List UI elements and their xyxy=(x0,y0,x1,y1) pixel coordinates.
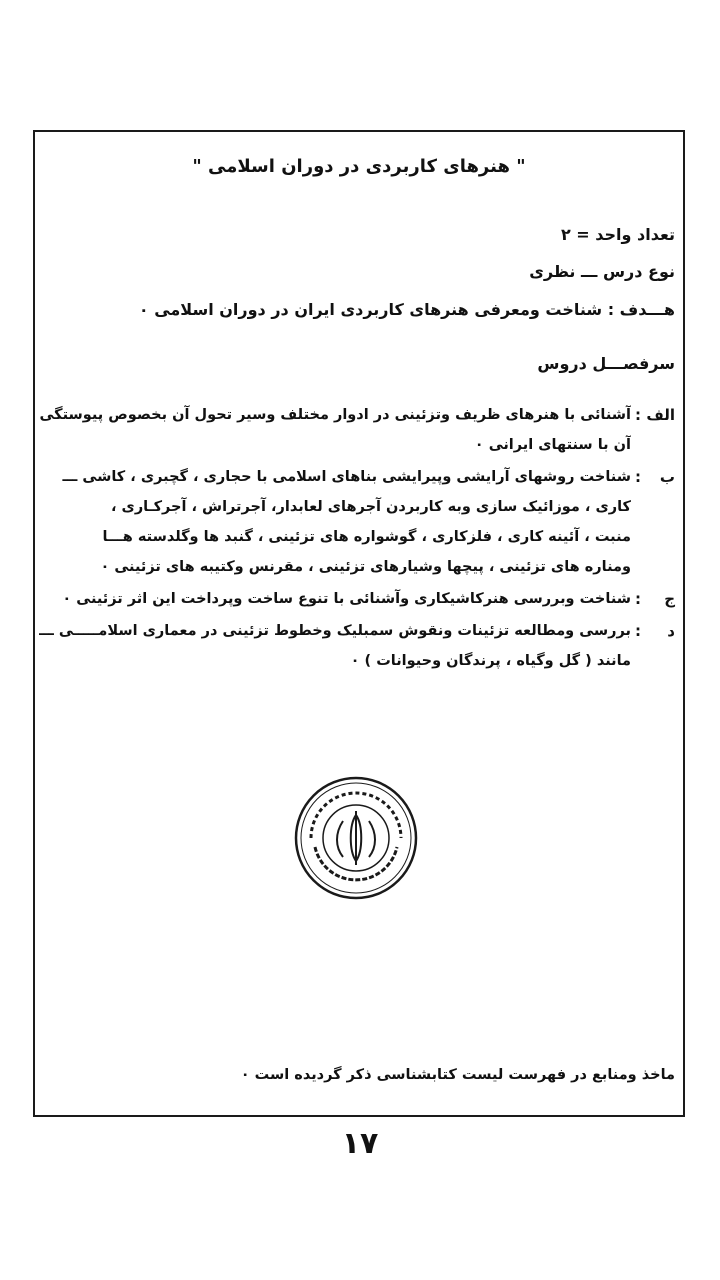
document-title: " هنرهای کاربردی در دوران اسلامی " xyxy=(192,156,526,177)
emblem-icon xyxy=(337,811,375,865)
item-line: آشنائی با هنرهای ظریف وتزئینی در ادوار مختلف وسیر تحول آن بخصوص پیوستگی xyxy=(39,407,631,423)
list-item xyxy=(49,584,675,614)
units-field: تعداد واحد = ۲ xyxy=(560,225,675,244)
item-text xyxy=(49,584,631,614)
goal-field: هـــدف : شناخت ومعرفی هنرهای کاربردی ایران در دوران اسلامی ٠ xyxy=(138,300,675,319)
item-line: آن با سنتهای ایرانی ٠ xyxy=(474,437,631,453)
item-line: بررسی ومطالعه تزئینات ونقوش سمبلیک وخطوط تزئینی در معماری اسلامـــــی ـــ xyxy=(39,623,631,639)
item-text xyxy=(40,400,631,460)
item-line: مانند ( گل وگیاه ، پرندگان وحیوانات ) ٠ xyxy=(350,653,631,669)
item-letter: د xyxy=(667,622,675,640)
page-number: ۱۷ xyxy=(341,1126,379,1161)
item-colon: : xyxy=(635,468,641,486)
list-item xyxy=(49,462,675,582)
item-colon: : xyxy=(635,622,641,640)
course-type-field: نوع درس ـــ نظری xyxy=(529,262,675,281)
section-title: سرفصـــل دروس xyxy=(537,354,675,373)
item-line: کاری ، موزائیک سازی وبه کاربردن آجرهای لعابدار، آجرتراش ، آجرکـاری ، xyxy=(110,499,631,515)
emblem-outer-right xyxy=(369,821,375,857)
item-text xyxy=(49,462,631,582)
item-line: شناخت روشهای آرایشی وپیرایشی بناهای اسلامی با حجاری ، گچبری ، کاشی ـــ xyxy=(62,469,631,485)
item-letter: ج xyxy=(664,590,675,608)
item-line: منبت ، آئینه کاری ، فلزکاری ، گوشواره های تزئینی ، گنبد ها وگلدسته هـــا xyxy=(102,529,631,545)
syllabus-list xyxy=(39,400,675,678)
item-text xyxy=(39,616,631,676)
item-line: شناخت وبررسی هنرکاشیکاری وآشنائی با تنوع ساخت وپرداخت این اثر تزئینی ٠ xyxy=(62,591,631,607)
item-colon: : xyxy=(635,406,641,424)
item-colon: : xyxy=(635,590,641,608)
emblem-outer-left xyxy=(337,821,343,857)
ministry-seal-stamp xyxy=(293,775,419,901)
list-item xyxy=(39,616,675,676)
item-letter: الف xyxy=(646,406,675,424)
item-line: ومناره های تزئینی ، پیچها وشیارهای تزئینی ، مقرنس وکتیبه های تزئینی ٠ xyxy=(100,559,631,575)
list-item xyxy=(39,400,675,460)
references-note: ماخذ ومنابع در فهرست لیست کتابشناسی ذکر گردیده است ٠ xyxy=(240,1067,675,1083)
page-frame xyxy=(33,130,685,1117)
item-letter: ب xyxy=(659,468,675,486)
